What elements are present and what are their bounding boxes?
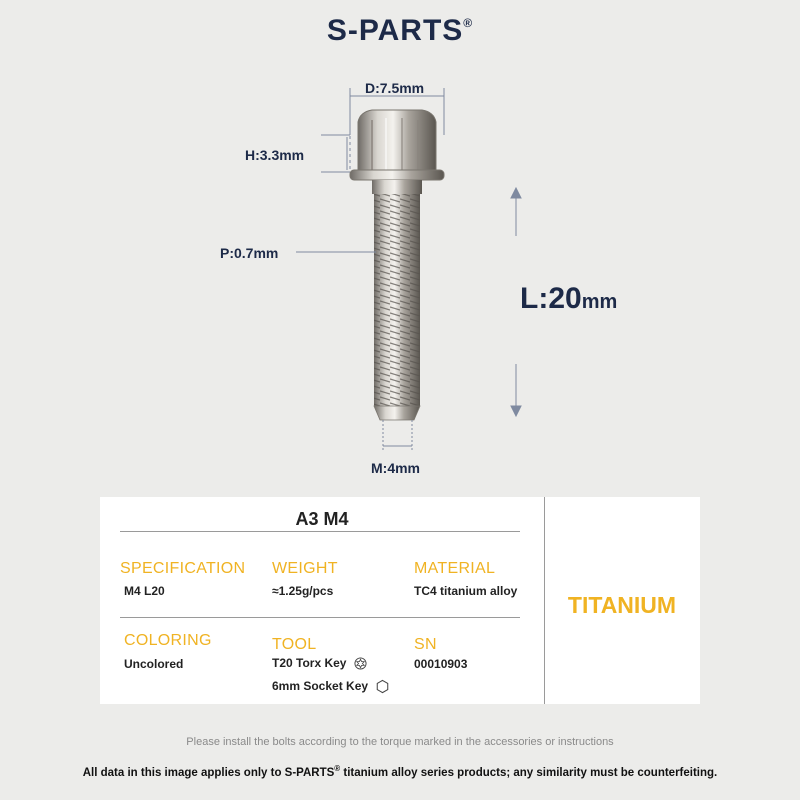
disclaimer-mark: ® bbox=[334, 764, 341, 773]
length-unit: mm bbox=[581, 291, 618, 313]
sn-label: SN bbox=[414, 636, 437, 653]
head-height-label: H:3.3mm bbox=[245, 147, 305, 163]
tool-value-torx bbox=[272, 656, 367, 670]
bolt-shank bbox=[374, 194, 420, 420]
card-divider-middle bbox=[120, 617, 520, 618]
weight-label: WEIGHT bbox=[272, 560, 338, 577]
brand-registered-mark: ® bbox=[463, 16, 474, 30]
brand-name: S-PARTS bbox=[326, 14, 464, 47]
tool-label: TOOL bbox=[272, 636, 317, 653]
card-divider-vertical bbox=[544, 497, 545, 704]
coloring-value: Uncolored bbox=[124, 657, 184, 671]
hex-socket-icon bbox=[375, 679, 390, 694]
card-title: A3 M4 bbox=[295, 509, 349, 529]
pitch-label: P:0.7mm bbox=[220, 245, 279, 261]
card-divider-top bbox=[120, 531, 520, 532]
weight-value: ≈1.25g/pcs bbox=[272, 584, 334, 598]
disclaimer-before: All data in this image applies only to S-PARTS bbox=[82, 766, 335, 779]
sn-value: 00010903 bbox=[414, 657, 468, 671]
thread-label: M:4mm bbox=[371, 460, 421, 476]
diameter-label: D:7.5mm bbox=[365, 80, 425, 96]
material-label: MATERIAL bbox=[414, 560, 496, 577]
tool-value-socket bbox=[272, 679, 390, 694]
length-value: 20 bbox=[548, 282, 582, 315]
material-value: TC4 titanium alloy bbox=[414, 584, 518, 598]
disclaimer bbox=[0, 764, 800, 779]
length-label bbox=[520, 282, 617, 316]
disclaimer-after: titanium alloy series products; any similarity must be counterfeiting. bbox=[340, 766, 718, 779]
specification-value: M4 L20 bbox=[124, 584, 165, 598]
titanium-badge: TITANIUM bbox=[567, 592, 677, 618]
install-note: Please install the bolts according to the torque marked in the accessories or instructions bbox=[186, 736, 614, 748]
torx-icon bbox=[354, 657, 367, 670]
tool-value-torx-text: T20 Torx Key bbox=[272, 656, 347, 670]
coloring-label: COLORING bbox=[124, 632, 212, 649]
bolt-head bbox=[350, 110, 444, 194]
tool-value-socket-text: 6mm Socket Key bbox=[272, 679, 369, 693]
spec-card bbox=[100, 497, 700, 704]
length-prefix: L: bbox=[520, 282, 549, 315]
specification-label: SPECIFICATION bbox=[120, 560, 246, 577]
